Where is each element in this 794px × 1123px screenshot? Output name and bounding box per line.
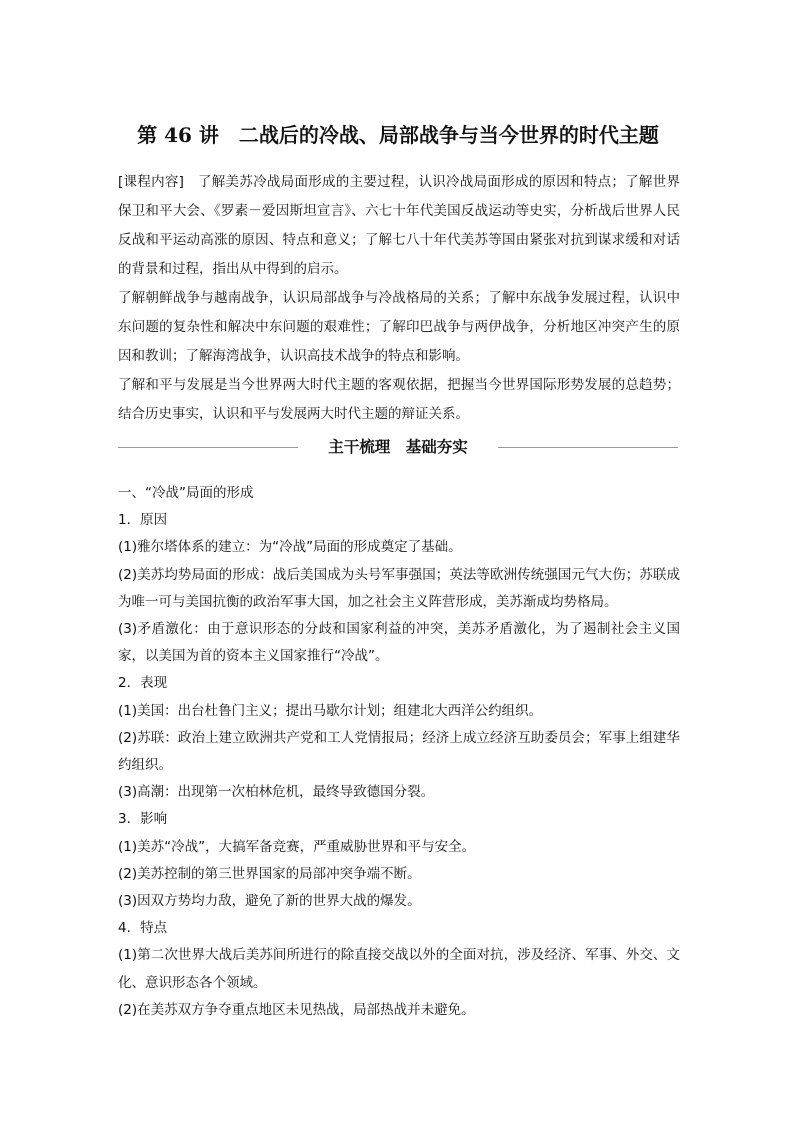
intro-paragraph-3: 了解和平与发展是当今世界两大时代主题的客观依据，把握当今世界国际形势发展的总趋势；结合历史事实，认识和平与发展两大时代主题的辩证关系。 (118, 377, 680, 422)
impact-item-1: (1)美苏“冷战”，大搞军备竞赛，严重威胁世界和平与安全。 (118, 838, 476, 855)
section-header: 主干梳理 基础夯实 (328, 438, 468, 456)
heading-1: 一、“冷战”局面的形成 (118, 485, 254, 501)
feature-item-1: (1)第二次世界大战后美苏间所进行的除直接交战以外的全面对抗，涉及经济、军事、外交、文化、意识形态各个领域。 (118, 947, 680, 991)
subheading-impact: 3．影响 (118, 811, 168, 828)
impact-item-3: (3)因双方势均力敌，避免了新的世界大战的爆发。 (118, 893, 421, 910)
course-content-label: [课程内容] (118, 174, 184, 190)
course-content (118, 168, 680, 429)
subheading-features: 4．特点 (118, 920, 168, 937)
main-content (118, 480, 680, 1024)
intro-paragraph-2: 了解朝鲜战争与越南战争，认识局部战争与冷战格局的关系；了解中东战争发展过程，认识中东问题的复杂性和解决中东问题的艰难性；了解印巴战争与两伊战争，分析地区冲突产生的原因和教训；了解海湾战争，认识高技术战争的特点和影响。 (118, 290, 680, 364)
subheading-manifestations: 2．表现 (118, 675, 168, 692)
cause-item-3: (3)矛盾激化：由于意识形态的分歧和国家利益的冲突，美苏矛盾激化，为了遏制社会主义国家，以美国为首的资本主义国家推行“冷战”。 (118, 621, 680, 665)
intro-text-1: 了解美苏冷战局面形成的主要过程，认识冷战局面形成的原因和特点；了解世界保卫和平大会、《罗素－爱因斯坦宣言》、六七十年代美国反战运动等史实，分析战后世界人民反战和平运动高涨的原因、特点和意义；了解七八十年代美苏等国由紧张对抗到谋求缓和对话的背景和过程，指出从中得到的启示。 (118, 174, 680, 277)
cause-item-1: (1)雅尔塔体系的建立：为“冷战”局面的形成奠定了基础。 (118, 539, 462, 556)
manifestation-item-3: (3)高潮：出现第一次柏林危机，最终导致德国分裂。 (118, 784, 435, 801)
manifestation-item-2: (2)苏联：政治上建立欧洲共产党和工人党情报局；经济上成立经济互助委员会；军事上组建华约组织。 (118, 729, 680, 774)
feature-item-2: (2)在美苏双方争夺重点地区未见热战，局部热战并未避免。 (118, 1001, 475, 1018)
divider-line-right (498, 447, 678, 448)
section-divider (118, 436, 678, 458)
intro-paragraph-1 (118, 168, 680, 284)
impact-item-2: (2)美苏控制的第三世界国家的局部冲突争端不断。 (118, 865, 421, 882)
lesson-title: 第 46 讲 二战后的冷战、局部战争与当今世界的时代主题 (137, 123, 659, 147)
manifestation-item-1: (1)美国：出台杜鲁门主义；提出马歇尔计划；组建北大西洋公约组织。 (118, 702, 543, 719)
subheading-causes: 1．原因 (118, 512, 168, 529)
cause-item-2: (2)美苏均势局面的形成：战后美国成为头号军事强国；英法等欧洲传统强国元气大伤；苏联成为唯一可与美国抗衡的政治军事大国，加之社会主义阵营形成，美苏渐成均势格局。 (118, 566, 680, 610)
